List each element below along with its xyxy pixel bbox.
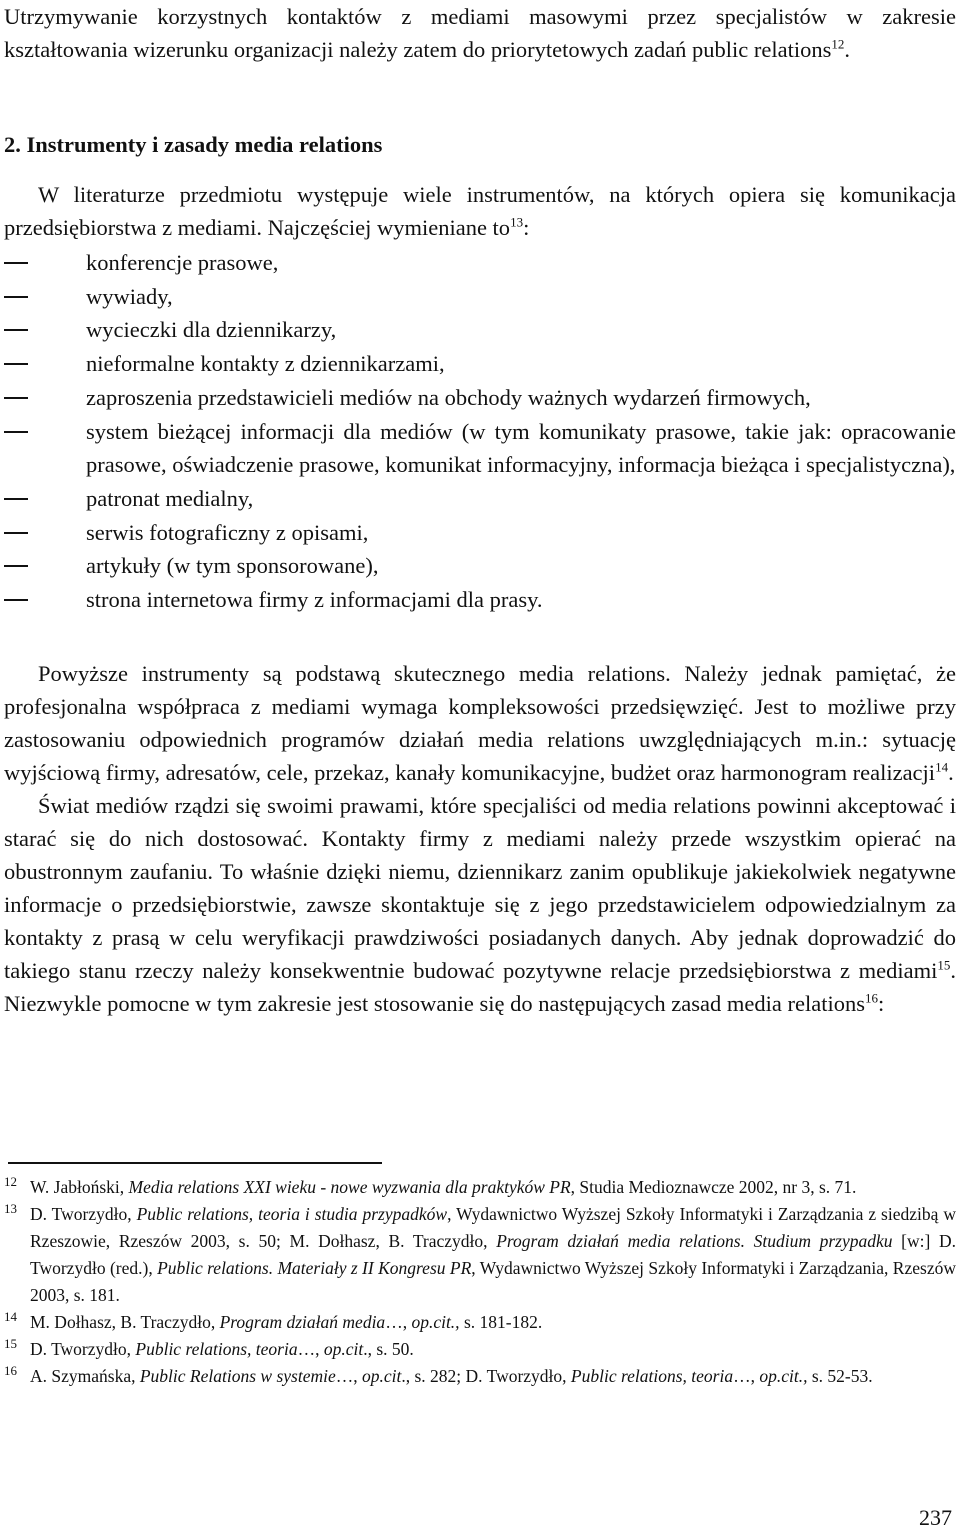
dash-bullet-icon	[4, 363, 28, 365]
footnote-text: , Studia Medioznawcze 2002, nr 3, s. 71.	[570, 1177, 857, 1197]
body-after-list	[4, 657, 956, 1020]
list-item-text: system bieżącej informacji dla mediów (w tym komunikaty prasowe, takie jak: opracowanie prasowe, oświadczenie prasowe, komunikat informacyjny, informacja bieżąca i specjalistyczna),	[86, 418, 956, 478]
paragraph-2	[4, 657, 956, 789]
footnote-ref[interactable]: 14	[935, 759, 949, 775]
top-paragraph	[4, 0, 956, 66]
list-item	[4, 246, 956, 280]
paragraph-text: Powyższe instrumenty są podstawą skutecznego media relations. Należy jednak pamiętać, że profesjonalna współpraca z mediami wymaga kompleksowości przedsięwzięć. Jest to możliwe przy zastosowaniu odpowiednich programów działań media relations uwzględniających m.in.: sytuację wyjściową firmy, adresatów, cele, przekaz, kanały komunikacyjne, budżet oraz harmonogram realizacji	[4, 661, 956, 785]
list-item-text: serwis fotograficzny z opisami,	[86, 519, 369, 545]
footnote-ref[interactable]: 16	[864, 990, 878, 1006]
footnote-text: D. Tworzydło,	[30, 1204, 137, 1224]
footnote-title: op.cit	[361, 1366, 402, 1386]
footnote-number: 13	[4, 1201, 17, 1216]
footnote-ref[interactable]: 15	[937, 957, 951, 973]
footnote-number: 15	[4, 1336, 17, 1351]
list-item	[4, 549, 956, 583]
list-item-text: artykuły (w tym sponsorowane),	[86, 553, 379, 579]
dash-bullet-icon	[4, 329, 28, 331]
paragraph-tail: :	[877, 991, 885, 1016]
list-item-text: wywiady,	[86, 283, 173, 309]
paragraph-text: Utrzymywanie korzystnych kontaktów z mediami masowymi przez specjalistów w zakresie kształtowania wizerunku organizacji należy zatem do priorytetowych zadań public relations	[4, 4, 956, 62]
footnote-text: …,	[733, 1366, 760, 1386]
list-item-text: zaproszenia przedstawicieli mediów na obchody ważnych wydarzeń firmowych,	[86, 384, 811, 410]
footnote-text: M. Dołhasz, B. Traczydło,	[30, 1312, 220, 1332]
list-item-text: patronat medialny,	[86, 485, 254, 511]
footnote-ref[interactable]: 12	[831, 36, 845, 52]
footnote-title: op.cit.,	[411, 1312, 460, 1332]
list-item-text: nieformalne kontakty z dziennikarzami,	[86, 351, 445, 377]
footnote-text: …,	[335, 1366, 362, 1386]
footnote-15	[4, 1336, 956, 1363]
paragraph-text: Świat mediów rządzi się swoimi prawami, które specjaliści od media relations powinni akceptować i starać się do nich dostosować. Kontakty firmy z mediami należy przede wszystkim opierać na obustronnym zaufaniu. To właśnie dzięki niemu, dziennikarz zanim opublikuje jakiekolwiek negatywne informacje o przedsiębiorstwie, zawsze skontaktuje się z jego przedstawicielem odpowiedzialnym za kontakty z prasą w celu weryfikacji prawdziwości posiadanych danych. Aby jednak doprowadzić do takiego stanu rzeczy należy konsekwentnie budować pozytywne relacje przedsiębiorstwa z mediami	[4, 793, 956, 983]
footnote-text: [w:] D. Tworzydło (red.),	[30, 1231, 956, 1278]
list-item	[4, 313, 956, 347]
paragraph-tail: .	[844, 37, 851, 62]
footnote-number: 14	[4, 1309, 17, 1324]
list-item	[4, 415, 956, 482]
footnote-divider	[8, 1162, 382, 1164]
list-item-text: wycieczki dla dziennikarzy,	[86, 317, 337, 343]
dash-bullet-icon	[4, 532, 28, 534]
paragraph-text: . Niezwykle pomocne w tym zakresie jest stosowanie się do następujących zasad media relations	[4, 958, 956, 1016]
dash-bullet-icon	[4, 599, 28, 601]
paragraph-tail: :	[523, 215, 530, 240]
footnote-ref[interactable]: 13	[510, 214, 524, 230]
instruments-list	[4, 246, 956, 617]
paragraph-3	[4, 789, 956, 1020]
section-heading: 2. Instrumenty i zasady media relations	[4, 132, 383, 157]
footnote-text: ., s. 50.	[363, 1339, 414, 1359]
paragraph-tail: .	[948, 760, 954, 785]
dash-bullet-icon	[4, 498, 28, 500]
footnote-text: s. 181-182.	[459, 1312, 543, 1332]
footnote-12	[4, 1174, 956, 1201]
footnote-title: Public relations. Materiały z II Kongresu PR	[157, 1258, 472, 1278]
footnote-text: …,	[385, 1312, 412, 1332]
dash-bullet-icon	[4, 565, 28, 567]
dash-bullet-icon	[4, 262, 28, 264]
footnote-title: Public relations, teoria	[135, 1339, 298, 1359]
footnote-title: Program działań media relations. Studium przypadku	[496, 1231, 893, 1251]
list-item	[4, 583, 956, 617]
footnote-title: Public Relations w systemie	[139, 1366, 336, 1386]
paragraph-text: W literaturze przedmiotu występuje wiele instrumentów, na których opiera się komunikacja przedsiębiorstwa z mediami. Najczęściej wymieniane to	[4, 182, 956, 240]
footnote-text: , Wydawnictwo Wyższej Szkoły Informatyki i Zarządzania, Rzeszów 2003, s. 181.	[30, 1258, 956, 1305]
footnote-title: op.cit.,	[759, 1366, 808, 1386]
intro-paragraph	[4, 178, 956, 244]
footnote-text: …,	[297, 1339, 324, 1359]
dash-bullet-icon	[4, 397, 28, 399]
list-item	[4, 381, 956, 415]
footnote-title: op.cit	[323, 1339, 364, 1359]
footnote-text: A. Szymańska,	[30, 1366, 140, 1386]
footnote-title: Media relations XXI wieku - nowe wyzwania dla praktyków PR	[128, 1177, 571, 1197]
footnote-number: 12	[4, 1174, 17, 1189]
list-item	[4, 482, 956, 516]
list-item-text: konferencje prasowe,	[86, 250, 279, 275]
list-item	[4, 347, 956, 381]
list-item-text: strona internetowa firmy z informacjami dla prasy.	[86, 587, 543, 613]
dash-bullet-icon	[4, 431, 28, 433]
list-item	[4, 516, 956, 550]
footnote-text: , Wydawnictwo Wyższej Szkoły Informatyki i Zarządzania z siedzibą w Rzeszowie, Rzeszów 2003, s. 50; M. Dołhasz, B. Traczydło,	[30, 1204, 956, 1251]
footnote-16	[4, 1363, 956, 1390]
footnotes	[4, 1174, 956, 1390]
footnote-text: W. Jabłoński,	[30, 1177, 129, 1197]
footnote-title: Public relations, teoria i studia przypadków	[136, 1204, 448, 1224]
footnote-title: Program działań media	[219, 1312, 386, 1332]
dash-bullet-icon	[4, 296, 28, 298]
page-number: 237	[919, 1505, 952, 1530]
footnote-title: Public relations, teoria	[570, 1366, 734, 1386]
footnote-text: s. 52-53.	[807, 1366, 873, 1386]
list-item	[4, 280, 956, 314]
footnote-text: D. Tworzydło,	[30, 1339, 136, 1359]
footnote-13	[4, 1201, 956, 1309]
footnote-text: ., s. 282; D. Tworzydło,	[401, 1366, 571, 1386]
footnote-14	[4, 1309, 956, 1336]
footnote-number: 16	[4, 1363, 17, 1378]
